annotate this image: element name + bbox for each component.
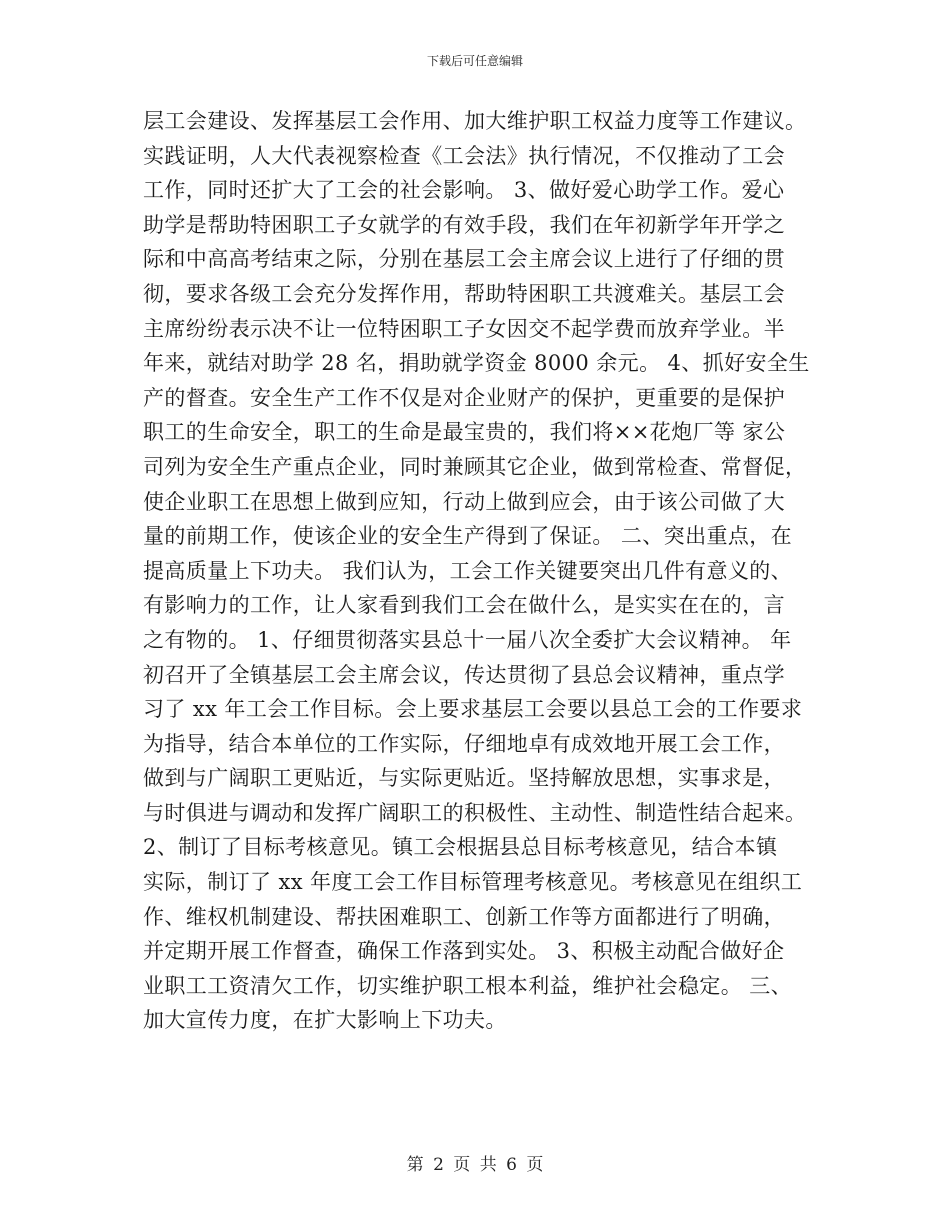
page-number-footer: 第 2 页 共 6 页 — [406, 1155, 544, 1175]
text-line: 做到与广阔职工更贴近，与实际更贴近。坚持解放思想，实事求是， — [143, 766, 785, 791]
text-line: 主席纷纷表示决不让一位特困职工子女因交不起学费而放弃学业。半 — [143, 316, 785, 341]
document-body — [143, 104, 813, 1038]
text-line: 实践证明，人大代表视察检查《工会法》执行情况，不仅推动了工会 — [143, 143, 785, 168]
text-line: 与时俱进与调动和发挥广阔职工的积极性、主动性、制造性结合起来。 — [143, 800, 807, 825]
text-line: 作、维权机制建设、帮扶困难职工、创新工作等方面都进行了明确， — [143, 904, 785, 929]
text-line: 际和中高高考结束之际，分别在基层工会主席会议上进行了仔细的贯 — [143, 247, 785, 272]
text-line: 实际，制订了 xx 年度工会工作目标管理考核意见。考核意见在组织工 — [143, 870, 803, 895]
text-line: 有影响力的工作，让人家看到我们工会在做什么，是实实在在的，言 — [143, 593, 785, 618]
text-line: 产的督查。安全生产工作不仅是对企业财产的保护，更重要的是保护 — [143, 385, 785, 410]
text-line: 量的前期工作，使该企业的安全生产得到了保证。 二、突出重点，在 — [143, 524, 793, 549]
text-line: 职工的生命安全，职工的生命是最宝贵的，我们将××花炮厂等 家公 — [143, 420, 786, 445]
text-line: 习了 xx 年工会工作目标。会上要求基层工会要以县总工会的工作要求 — [143, 697, 803, 722]
text-line: 为指导，结合本单位的工作实际，仔细地卓有成效地开展工会工作， — [143, 731, 785, 756]
page-header: 下载后可任意编辑 — [426, 54, 523, 68]
text-line: 初召开了全镇基层工会主席会议，传达贯彻了县总会议精神，重点学 — [143, 662, 785, 687]
text-line: 提高质量上下功夫。 我们认为，工会工作关键要突出几件有意义的、 — [143, 558, 793, 583]
text-line: 司列为安全生产重点企业，同时兼顾其它企业，做到常检查、常督促， — [143, 454, 807, 479]
text-line: 工作，同时还扩大了工会的社会影响。 3、做好爱心助学工作。爱心 — [143, 178, 785, 203]
text-line: 之有物的。 1、仔细贯彻落实县总十一届八次全委扩大会议精神。 年 — [143, 627, 792, 652]
text-line: 加大宣传力度，在扩大影响上下功夫。 — [143, 1008, 507, 1033]
text-line: 业职工工资清欠工作，切实维护职工根本利益，维护社会稳定。 三、 — [143, 973, 793, 998]
text-line: 层工会建设、发挥基层工会作用、加大维护职工权益力度等工作建议。 — [143, 109, 807, 133]
text-line: 2、制订了目标考核意见。镇工会根据县总目标考核意见，结合本镇 — [143, 835, 778, 860]
text-line: 并定期开展工作督查，确保工作落到实处。 3、积极主动配合做好企 — [143, 939, 785, 964]
text-line: 彻，要求各级工会充分发挥作用，帮助特困职工共渡难关。基层工会 — [143, 281, 785, 306]
text-line: 年来，就结对助学 28 名，捐助就学资金 8000 余元。 4、抓好安全生 — [143, 351, 810, 376]
text-line: 使企业职工在思想上做到应知，行动上做到应会，由于该公司做了大 — [143, 489, 785, 514]
text-line: 助学是帮助特困职工子女就学的有效手段，我们在年初新学年开学之 — [143, 212, 785, 237]
